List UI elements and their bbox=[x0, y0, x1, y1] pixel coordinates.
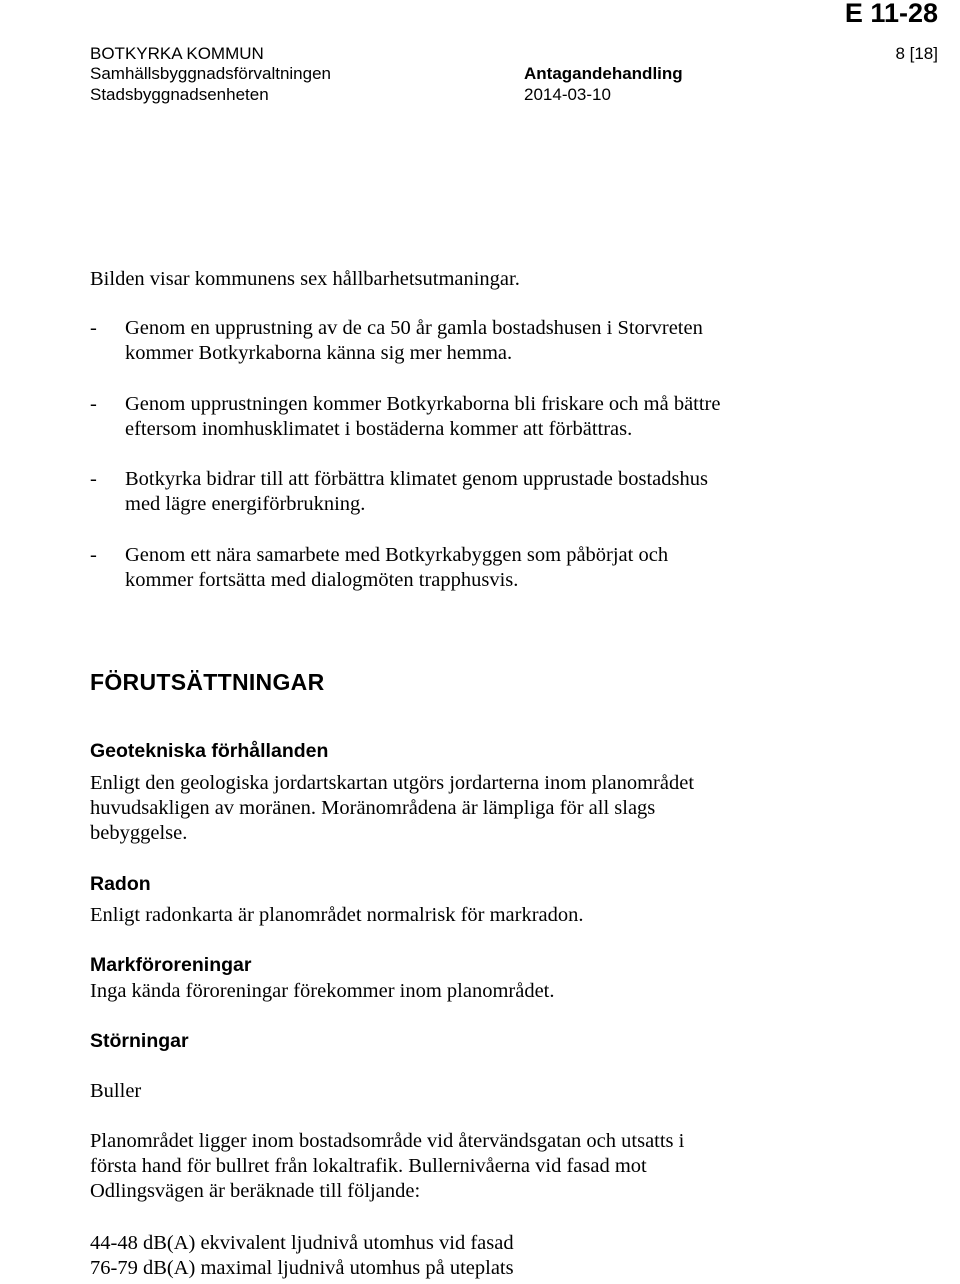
list-item-line: kommer Botkyrkaborna känna sig mer hemma. bbox=[125, 342, 513, 364]
bullet-dash: - bbox=[90, 468, 97, 490]
unit-name: Stadsbyggnadsenheten bbox=[90, 85, 269, 104]
list-item-line: Botkyrka bidrar till att förbättra klimatet genom upprustade bostadshus bbox=[125, 468, 708, 490]
org-name: BOTKYRKA KOMMUN bbox=[90, 44, 264, 63]
bullet-dash: - bbox=[90, 393, 97, 415]
buller-text-line: första hand för bullret från lokaltrafik. Bullernivåerna vid fasad mot bbox=[90, 1155, 647, 1177]
storningar-heading: Störningar bbox=[90, 1030, 189, 1052]
radon-text: Enligt radonkarta är planområdet normalrisk för markradon. bbox=[90, 904, 584, 926]
department-name: Samhällsbyggnadsförvaltningen bbox=[90, 64, 331, 83]
buller-text-line: Odlingsvägen är beräknade till följande: bbox=[90, 1180, 421, 1202]
list-item-line: kommer fortsätta med dialogmöten trapphusvis. bbox=[125, 569, 519, 591]
geo-text-line: Enligt den geologiska jordartskartan utgörs jordarterna inom planområdet bbox=[90, 772, 695, 794]
document-date: 2014-03-10 bbox=[524, 85, 611, 104]
buller-text-line: Planområdet ligger inom bostadsområde vid återvändsgatan och utsatts i bbox=[90, 1130, 685, 1152]
section-heading: FÖRUTSÄTTNINGAR bbox=[90, 669, 325, 695]
radon-heading: Radon bbox=[90, 873, 151, 895]
markfororeningar-text: Inga kända föroreningar förekommer inom planområdet. bbox=[90, 980, 555, 1002]
geo-text-line: huvudsakligen av moränen. Moränområdena är lämpliga för all slags bbox=[90, 797, 656, 819]
list-item-line: Genom en upprustning av de ca 50 år gamla bostadshusen i Storvreten bbox=[125, 317, 703, 339]
noise-value-line: 44-48 dB(A) ekvivalent ljudnivå utomhus vid fasad bbox=[90, 1232, 514, 1254]
document-type: Antagandehandling bbox=[524, 64, 683, 83]
buller-subheading: Buller bbox=[90, 1080, 142, 1102]
list-item-line: eftersom inomhusklimatet i bostäderna kommer att förbättras. bbox=[125, 418, 633, 440]
intro-text: Bilden visar kommunens sex hållbarhetsutmaningar. bbox=[90, 268, 520, 290]
geo-text-line: bebyggelse. bbox=[90, 822, 188, 844]
list-item-line: Genom ett nära samarbete med Botkyrkabyggen som påbörjat och bbox=[125, 544, 669, 566]
list-item-line: med lägre energiförbrukning. bbox=[125, 493, 366, 515]
page-number: 8 [18] bbox=[895, 44, 938, 63]
bullet-dash: - bbox=[90, 544, 97, 566]
document-id: E 11-28 bbox=[844, 0, 938, 28]
bullet-dash: - bbox=[90, 317, 97, 339]
list-item-line: Genom upprustningen kommer Botkyrkaborna bli friskare och må bättre bbox=[125, 393, 721, 415]
noise-value-line: 76-79 dB(A) maximal ljudnivå utomhus på uteplats bbox=[90, 1257, 514, 1279]
markfororeningar-heading: Markföroreningar bbox=[90, 954, 252, 976]
geo-heading: Geotekniska förhållanden bbox=[90, 740, 329, 762]
